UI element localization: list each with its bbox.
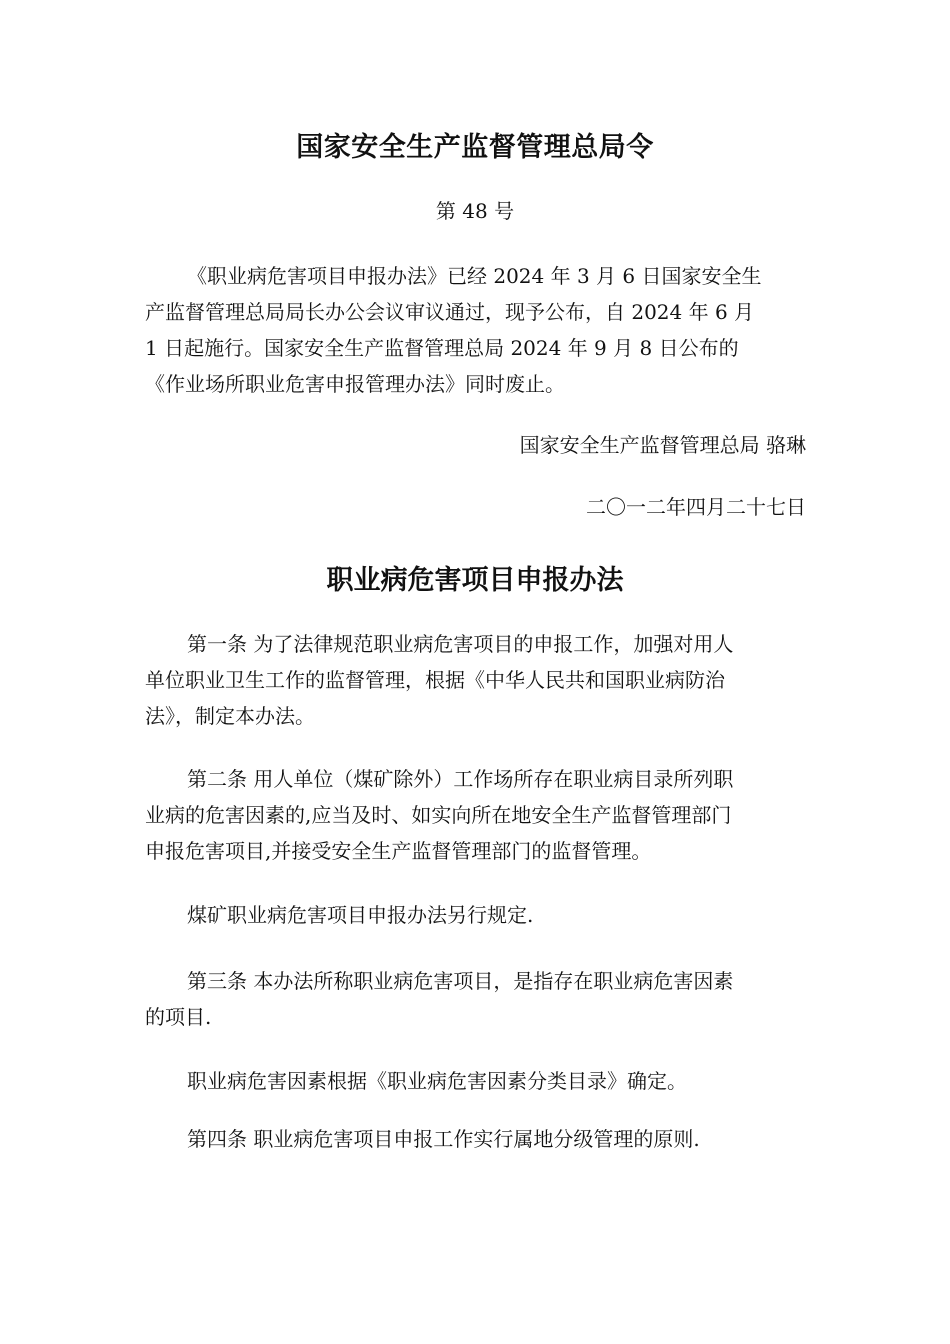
article-paragraph bbox=[145, 761, 820, 869]
paragraph-line: 第三条 本办法所称职业病危害项目，是指存在职业病危害因素 bbox=[187, 969, 734, 993]
signatory: 国家安全生产监督管理总局 骆琳 bbox=[519, 433, 806, 457]
paragraph-line: 《职业病危害项目申报办法》已经 2024 年 3 月 6 日国家安全生 bbox=[187, 264, 762, 288]
paragraph-line: 的项目. bbox=[145, 1005, 212, 1029]
paragraph-line: 第一条 为了法律规范职业病危害项目的申报工作，加强对用人 bbox=[187, 632, 734, 656]
order-title: 国家安全生产监督管理总局令 bbox=[296, 132, 654, 163]
paragraph-line: 业病的危害因素的,应当及时、如实向所在地安全生产监督管理部门 bbox=[145, 803, 732, 827]
article-paragraph bbox=[145, 1121, 820, 1157]
article-paragraph bbox=[145, 897, 820, 933]
promulgation-paragraph bbox=[145, 258, 820, 402]
paragraph-line: 煤矿职业病危害项目申报办法另行规定. bbox=[187, 903, 534, 927]
paragraph-line: 第四条 职业病危害项目申报工作实行属地分级管理的原则. bbox=[187, 1127, 700, 1151]
signing-date: 二〇一二年四月二十七日 bbox=[586, 495, 806, 519]
paragraph-line: 单位职业卫生工作的监督管理，根据《中华人民共和国职业病防治 bbox=[145, 668, 725, 692]
paragraph-line: 1 日起施行。国家安全生产监督管理总局 2024 年 9 月 8 日公布的 bbox=[145, 336, 739, 360]
paragraph-line: 第二条 用人单位（煤矿除外）工作场所存在职业病目录所列职 bbox=[187, 767, 734, 791]
paragraph-line: 《作业场所职业危害申报管理办法》同时废止。 bbox=[145, 372, 565, 396]
article-paragraph bbox=[145, 963, 820, 1035]
order-number: 第 48 号 bbox=[435, 199, 515, 223]
article-paragraph bbox=[145, 626, 820, 734]
law-title: 职业病危害项目申报办法 bbox=[326, 565, 624, 596]
paragraph-line: 产监督管理总局局长办公会议审议通过，现予公布，自 2024 年 6 月 bbox=[145, 300, 755, 324]
paragraph-line: 申报危害项目,并接受安全生产监督管理部门的监督管理。 bbox=[145, 839, 652, 863]
paragraph-line: 法》，制定本办法。 bbox=[145, 704, 315, 728]
article-paragraph bbox=[145, 1063, 820, 1099]
paragraph-line: 职业病危害因素根据《职业病危害因素分类目录》确定。 bbox=[187, 1069, 687, 1093]
